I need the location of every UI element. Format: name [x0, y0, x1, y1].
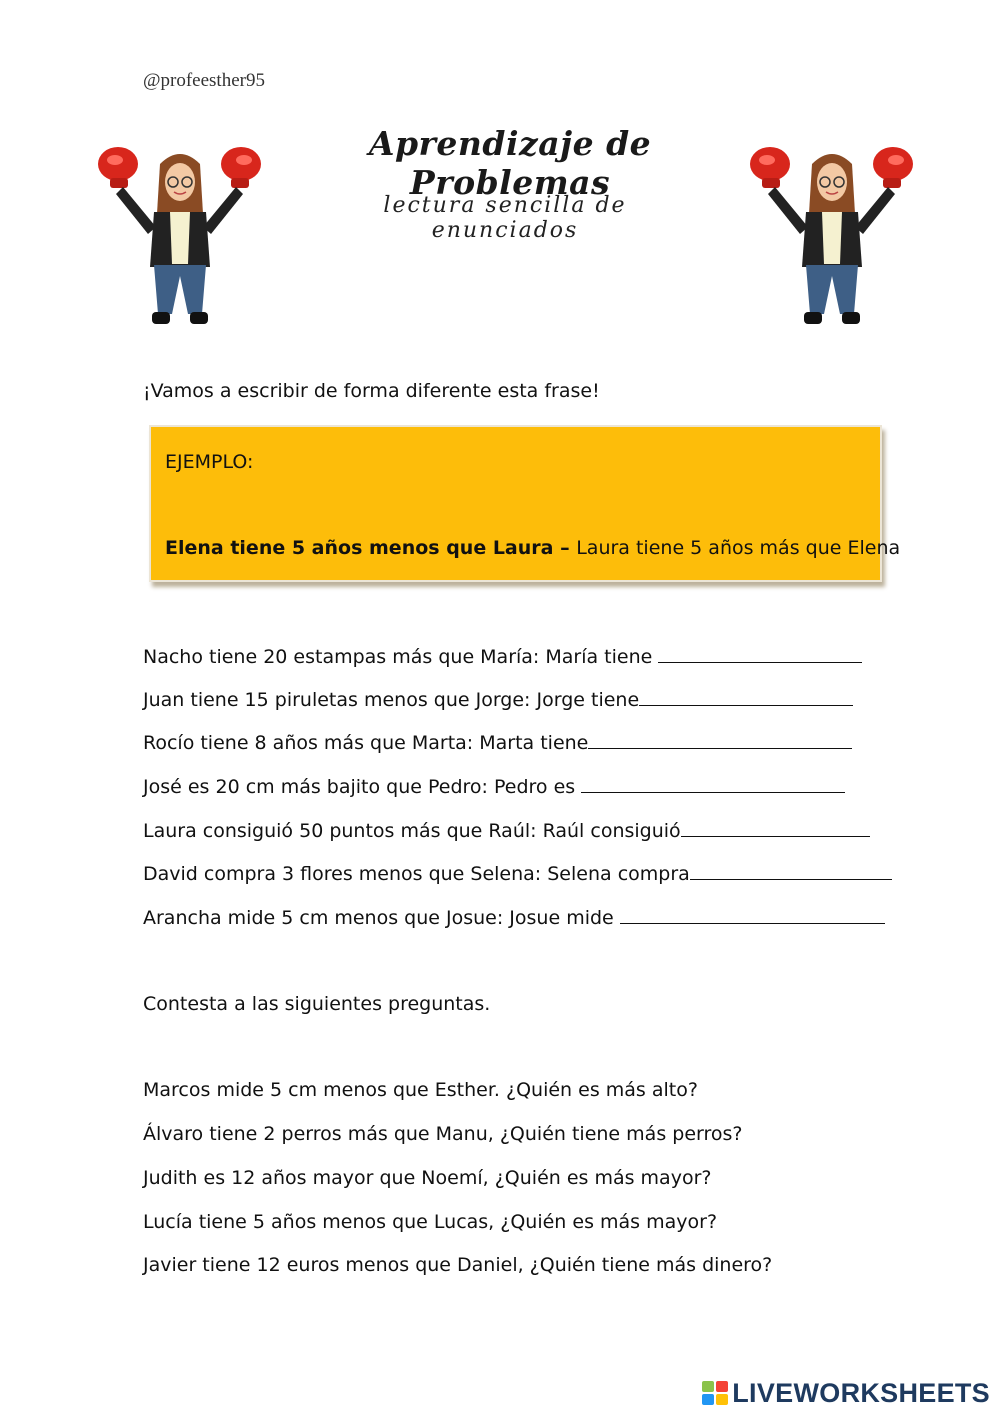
liveworksheets-logo[interactable]	[702, 1378, 990, 1408]
exercise-prompt: Arancha mide 5 cm menos que Josue: Josue mide	[143, 907, 620, 929]
exercise-6	[143, 861, 892, 885]
question-5: Javier tiene 12 euros menos que Daniel, ¿Quién tiene más dinero?	[143, 1254, 773, 1276]
questions-heading: Contesta a las siguientes preguntas.	[143, 993, 491, 1015]
exercise-prompt: Nacho tiene 20 estampas más que María: María tiene	[143, 646, 659, 668]
boxing-glove-left-icon	[98, 147, 138, 188]
exercise-5	[143, 818, 870, 842]
example-box	[149, 425, 901, 582]
exercise-prompt: David compra 3 flores menos que Selena: Selena compra	[143, 863, 690, 885]
exercise-prompt: José es 20 cm más bajito que Pedro: Pedro es	[143, 776, 582, 798]
boxing-glove-right-icon	[221, 147, 261, 188]
exercise-4	[143, 774, 845, 798]
answer-blank[interactable]	[681, 818, 870, 837]
worksheet-subtitle: lectura sencilla de enunciados	[383, 193, 627, 243]
exercise-7	[143, 905, 885, 929]
exercise-2	[143, 687, 853, 711]
exercise-3	[143, 730, 852, 754]
question-3: Judith es 12 años mayor que Noemí, ¿Quién es más mayor?	[143, 1167, 712, 1189]
boxing-glove-left-icon	[750, 147, 790, 188]
answer-blank[interactable]	[581, 774, 845, 793]
exercise-prompt: Laura consiguió 50 puntos más que Raúl: Raúl consiguió	[143, 820, 681, 842]
boxing-avatar-right	[740, 142, 920, 332]
example-rewritten: Laura tiene 5 años más que Elena	[576, 537, 901, 559]
boxing-avatar-left	[88, 142, 268, 332]
answer-blank[interactable]	[588, 730, 852, 749]
example-separator: –	[553, 537, 577, 559]
exercise-1	[143, 644, 862, 668]
liveworksheets-logo-icon	[702, 1381, 728, 1405]
answer-blank[interactable]	[639, 687, 853, 706]
question-1: Marcos mide 5 cm menos que Esther. ¿Quién es más alto?	[143, 1079, 698, 1101]
example-original: Elena tiene 5 años menos que Laura	[165, 537, 554, 559]
author-handle: @profeesther95	[143, 70, 265, 91]
boxing-glove-right-icon	[873, 147, 913, 188]
worksheet-title: Aprendizaje de Problemas	[368, 124, 652, 202]
answer-blank[interactable]	[620, 905, 885, 924]
answer-blank[interactable]	[658, 644, 862, 663]
logo-text: LIVEWORKSHEETS	[732, 1377, 990, 1408]
example-sentence	[165, 537, 900, 559]
exercise-prompt: Juan tiene 15 piruletas menos que Jorge: Jorge tiene	[143, 689, 640, 711]
answer-blank[interactable]	[690, 861, 892, 880]
exercise-prompt: Rocío tiene 8 años más que Marta: Marta tiene	[143, 732, 589, 754]
example-label: EJEMPLO:	[165, 451, 254, 473]
question-4: Lucía tiene 5 años menos que Lucas, ¿Quién es más mayor?	[143, 1211, 718, 1233]
intro-text: ¡Vamos a escribir de forma diferente esta frase!	[143, 380, 600, 402]
question-2: Álvaro tiene 2 perros más que Manu, ¿Quién tiene más perros?	[143, 1123, 743, 1145]
